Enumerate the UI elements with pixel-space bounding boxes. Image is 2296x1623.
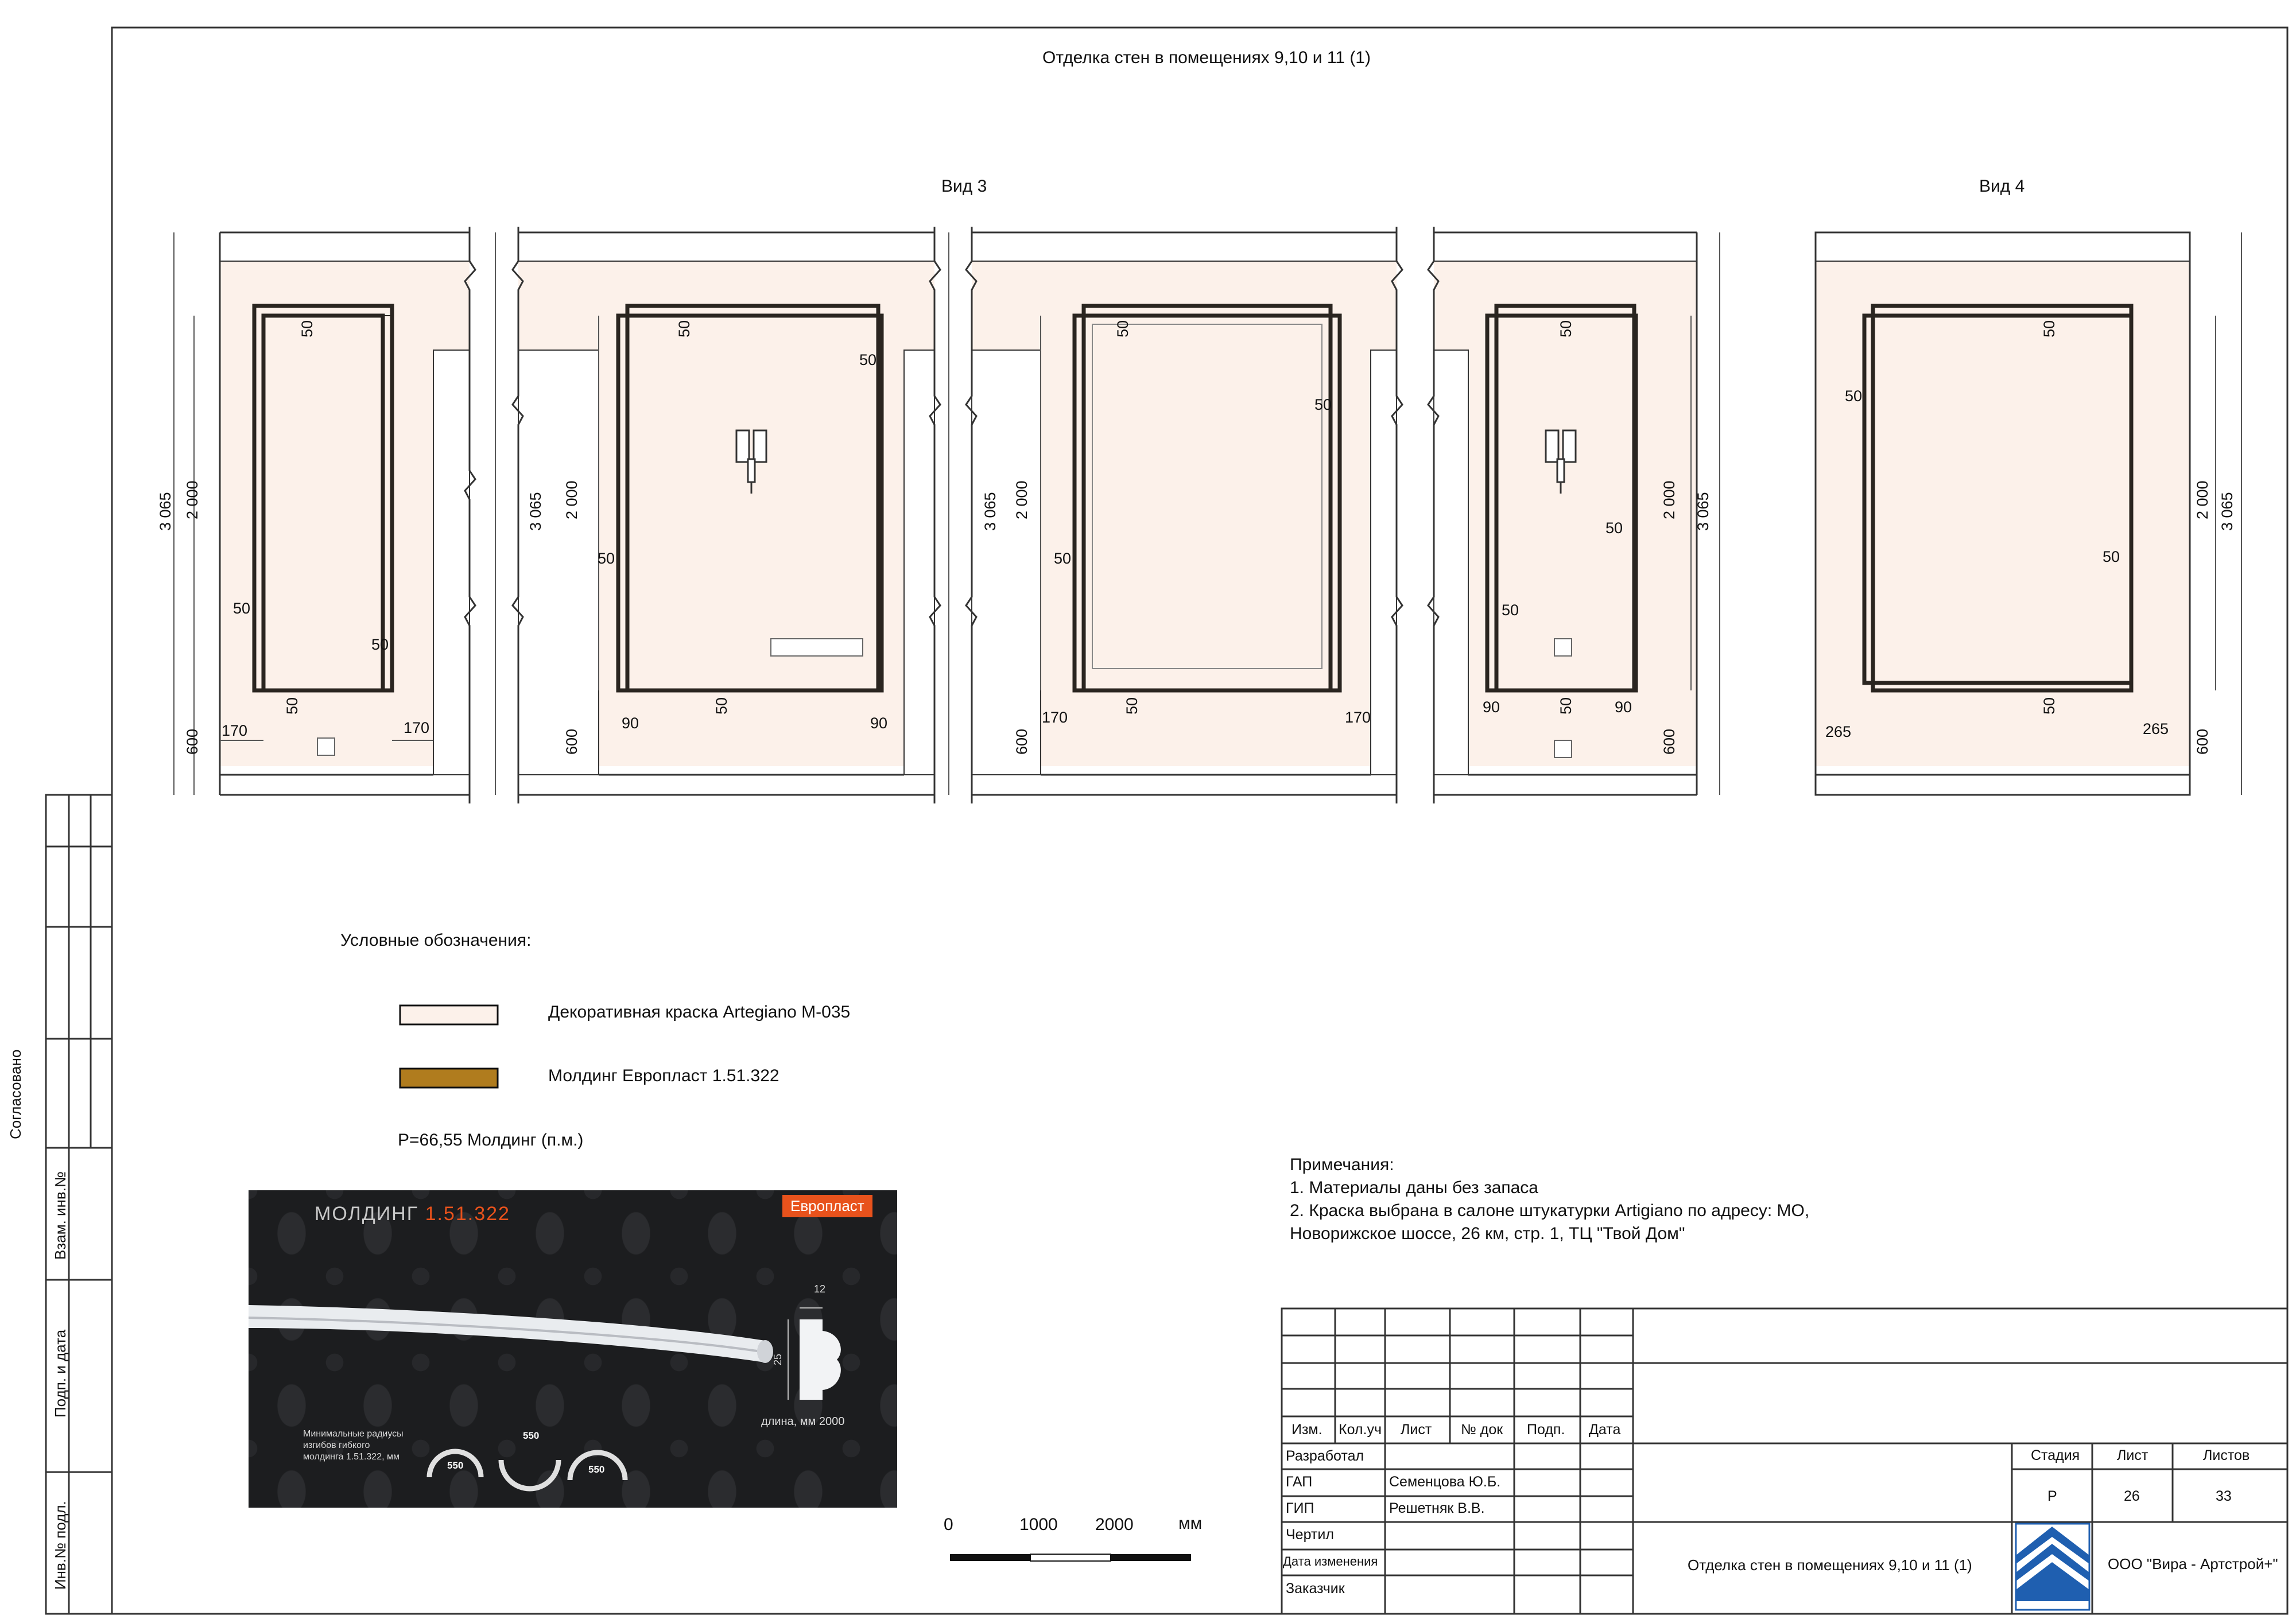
- tb-sheet-value: 26: [2124, 1488, 2140, 1504]
- tb-role: ГАП: [1286, 1474, 1313, 1490]
- view3-label: Вид 3: [941, 177, 987, 196]
- dim-base-height: 600: [2194, 728, 2211, 755]
- profile-width: 12: [814, 1283, 826, 1295]
- dim-panel-height: 2 000: [1661, 480, 1678, 519]
- tb-role: ГИП: [1286, 1500, 1314, 1516]
- radius-value: 550: [447, 1460, 464, 1471]
- scale-tick-2000: 2000: [1095, 1515, 1134, 1534]
- tb-stage-label: Стадия: [2031, 1447, 2080, 1463]
- dim-panel-height: 2 000: [1013, 480, 1030, 519]
- tb-stage-value: Р: [2047, 1488, 2057, 1504]
- dim-offset: 170: [1345, 709, 1371, 726]
- dim-base-height: 600: [1661, 728, 1678, 755]
- note-line: 2. Краска выбрана в салоне штукатурки Artigiano по адресу: МО,: [1290, 1201, 1810, 1220]
- dim-total-height: 3 065: [1694, 492, 1712, 531]
- legend-paint-label: Декоративная краска Artegiano M-035: [548, 1003, 851, 1022]
- profile-height: 25: [772, 1353, 784, 1365]
- notes-block: [1290, 1154, 1809, 1245]
- dim-gap: 50: [233, 600, 251, 617]
- drawing-title: Отделка стен в помещениях 9,10 и 11 (1): [1042, 48, 1371, 67]
- scale-unit: мм: [1178, 1514, 1203, 1533]
- dim-offset: 90: [1483, 698, 1500, 716]
- radii-caption: Минимальные радиусы изгибов гибкого молдинга 1.51.322, мм: [303, 1429, 404, 1462]
- stamp-sign-date: Подп. и дата: [52, 1329, 69, 1418]
- tb-col-header: Лист: [1401, 1422, 1432, 1438]
- dim-gap: 50: [676, 320, 693, 337]
- tb-col-header: № док: [1461, 1422, 1503, 1438]
- tb-col-header: Дата: [1589, 1422, 1621, 1438]
- legend-swatch-molding: [400, 1069, 498, 1088]
- tb-sheet-label: Лист: [2117, 1447, 2148, 1463]
- tb-sheets-label: Листов: [2203, 1447, 2250, 1463]
- dim-total-height: 3 065: [982, 492, 999, 531]
- dim-panel-height: 2 000: [184, 480, 201, 519]
- note-line: Новорижское шоссе, 26 км, стр. 1, ТЦ "Твой Дом": [1290, 1224, 1685, 1243]
- scale-tick-1000: 1000: [1019, 1515, 1058, 1534]
- dim-base-height: 600: [1013, 728, 1030, 755]
- radius-value: 550: [523, 1430, 540, 1441]
- legend-swatch-paint: [400, 1005, 498, 1024]
- dim-total-height: 3 065: [157, 492, 174, 531]
- dim-gap: 50: [1557, 697, 1574, 715]
- dim-offset: 90: [1615, 698, 1632, 716]
- dim-offset: 90: [622, 715, 639, 732]
- tb-role: Разработал: [1286, 1448, 1364, 1464]
- dim-panel-height: 2 000: [563, 480, 580, 519]
- dim-gap: 50: [598, 550, 615, 567]
- notes-heading: Примечания:: [1290, 1155, 1394, 1174]
- scale-bar: [950, 1554, 1191, 1561]
- dim-total-height: 3 065: [2219, 492, 2236, 531]
- dim-offset: 170: [1042, 709, 1068, 726]
- dim-panel-height: 2 000: [2194, 480, 2211, 519]
- dim-total-height: 3 065: [527, 492, 544, 531]
- molding-product-card: [249, 1190, 897, 1508]
- radius-value: 550: [588, 1464, 605, 1475]
- dim-gap: 50: [298, 320, 316, 337]
- perimeter-note: P=66,55 Молдинг (п.м.): [398, 1131, 584, 1150]
- view4-wall: [1816, 232, 2241, 795]
- legend-molding-label: Молдинг Европласт 1.51.322: [548, 1066, 779, 1085]
- dim-gap: 50: [284, 697, 301, 715]
- tb-company: ООО "Вира - Артстрой+": [2108, 1555, 2278, 1572]
- view4-label: Вид 4: [1979, 177, 2025, 196]
- dim-gap: 50: [371, 636, 389, 653]
- tb-name: Решетняк В.В.: [1389, 1500, 1485, 1516]
- tb-role: Заказчик: [1286, 1581, 1345, 1597]
- tb-name: Семенцова Ю.Б.: [1389, 1474, 1501, 1490]
- stamp-inv-ref: Взам. инв.№: [52, 1171, 69, 1260]
- dim-gap: 50: [1502, 601, 1519, 619]
- tb-col-header: Подп.: [1527, 1422, 1565, 1438]
- dim-gap: 50: [1845, 387, 1863, 405]
- note-line: 1. Материалы даны без запаса: [1290, 1178, 1538, 1197]
- legend-heading: Условные обозначения:: [340, 931, 532, 950]
- dim-gap: 50: [1114, 320, 1131, 337]
- tb-col-header: Кол.уч: [1339, 1422, 1382, 1438]
- dim-offset: 170: [404, 719, 430, 736]
- scale-tick-0: 0: [944, 1515, 953, 1534]
- dim-gap: 50: [713, 697, 730, 715]
- product-title: МОЛДИНГ 1.51.322: [315, 1203, 510, 1225]
- stamp-agreed: Согласовано: [7, 1049, 24, 1139]
- dim-gap: 50: [2103, 548, 2120, 565]
- dim-gap: 50: [2041, 697, 2058, 715]
- dim-gap: 50: [1605, 519, 1623, 537]
- dim-offset: 265: [2143, 720, 2169, 737]
- company-logo: [2016, 1524, 2089, 1610]
- dim-offset: 265: [1825, 723, 1852, 740]
- molding-length: длина, мм 2000: [761, 1415, 845, 1428]
- dim-gap: 50: [1314, 396, 1332, 413]
- tb-sheet-title: Отделка стен в помещениях 9,10 и 11 (1): [1688, 1556, 1972, 1574]
- stamp-inv-orig: Инв.№ подл.: [52, 1501, 69, 1590]
- tb-col-header: Изм.: [1292, 1422, 1322, 1438]
- tb-role: Чертил: [1286, 1527, 1334, 1543]
- dim-offset: 170: [222, 722, 248, 739]
- brand-badge: Европласт: [782, 1195, 872, 1217]
- tb-sheets-value: 33: [2216, 1488, 2232, 1504]
- dim-gap: 50: [1123, 697, 1141, 715]
- dim-gap: 50: [2041, 320, 2058, 337]
- dim-base-height: 600: [184, 728, 201, 755]
- view3-wall-section-1: [174, 232, 470, 795]
- dim-gap: 50: [1054, 550, 1072, 567]
- dim-gap: 50: [1557, 320, 1574, 337]
- dim-base-height: 600: [563, 728, 580, 755]
- dim-offset: 90: [870, 715, 888, 732]
- dim-gap: 50: [859, 351, 877, 368]
- tb-role: Дата изменения: [1283, 1554, 1378, 1568]
